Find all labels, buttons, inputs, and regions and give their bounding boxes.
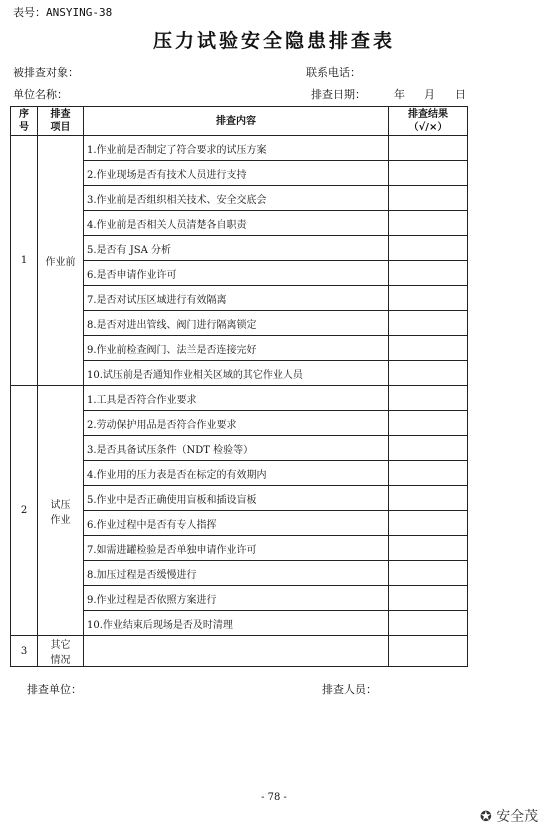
- result-cell[interactable]: [389, 361, 468, 386]
- check-item: 8.是否对进出管线、阀门进行隔离锁定: [84, 311, 389, 336]
- result-cell[interactable]: [389, 386, 468, 411]
- date-year: 年: [394, 88, 405, 101]
- header-result: 排查结果 （√/×）: [389, 107, 468, 136]
- check-item: [84, 636, 389, 667]
- section-number: 2: [11, 386, 38, 636]
- date-day: 日: [455, 88, 466, 101]
- check-item: 7.如需进罐检验是否单独申请作业许可: [84, 536, 389, 561]
- date-label: 排查日期：: [311, 88, 366, 101]
- result-cell[interactable]: [389, 411, 468, 436]
- date-month: 月: [424, 88, 435, 101]
- result-cell[interactable]: [389, 636, 468, 667]
- result-cell[interactable]: [389, 486, 468, 511]
- wechat-icon: ✪: [480, 809, 492, 825]
- result-cell[interactable]: [389, 436, 468, 461]
- header-content: 排查内容: [84, 107, 389, 136]
- section-number: 3: [11, 636, 38, 667]
- checklist-table: [10, 106, 468, 667]
- check-item: 8.加压过程是否缓慢进行: [84, 561, 389, 586]
- check-item: 5.作业中是否正确使用盲板和插设盲板: [84, 486, 389, 511]
- result-cell[interactable]: [389, 511, 468, 536]
- result-cell[interactable]: [389, 211, 468, 236]
- check-item: 7.是否对试压区域进行有效隔离: [84, 286, 389, 311]
- form-code: 表号：ANSYING-38: [13, 6, 113, 19]
- watermark: ✪ 安全茂: [480, 809, 539, 825]
- check-item: 1.工具是否符合作业要求: [84, 386, 389, 411]
- result-cell[interactable]: [389, 261, 468, 286]
- page-title: 压力试验安全隐患排查表: [152, 30, 395, 52]
- check-item: 4.作业前是否相关人员清楚各自职责: [84, 211, 389, 236]
- result-cell[interactable]: [389, 236, 468, 261]
- page-number: - 78 -: [261, 792, 287, 803]
- check-item: 5.是否有 JSA 分析: [84, 236, 389, 261]
- check-item: 6.是否申请作业许可: [84, 261, 389, 286]
- header-no: 序 号: [11, 107, 38, 136]
- check-unit-label: 排查单位：: [27, 683, 82, 696]
- section-name: 作业前: [38, 136, 84, 386]
- check-item: 3.是否具备试压条件（NDT 检验等）: [84, 436, 389, 461]
- check-item: 4.作业用的压力表是否在标定的有效期内: [84, 461, 389, 486]
- check-item: 2.劳动保护用品是否符合作业要求: [84, 411, 389, 436]
- result-cell[interactable]: [389, 336, 468, 361]
- check-item: 9.作业前检查阀门、法兰是否连接完好: [84, 336, 389, 361]
- phone-label: 联系电话：: [306, 66, 361, 79]
- table-header-row: [11, 107, 468, 136]
- result-cell[interactable]: [389, 136, 468, 161]
- result-cell[interactable]: [389, 161, 468, 186]
- result-cell[interactable]: [389, 286, 468, 311]
- result-cell[interactable]: [389, 186, 468, 211]
- check-item: 3.作业前是否组织相关技术、安全交底会: [84, 186, 389, 211]
- result-cell[interactable]: [389, 586, 468, 611]
- section-name: 试压 作业: [38, 386, 84, 636]
- check-item: 10.试压前是否通知作业相关区域的其它作业人员: [84, 361, 389, 386]
- result-cell[interactable]: [389, 611, 468, 636]
- check-item: 6.作业过程中是否有专人指挥: [84, 511, 389, 536]
- check-item: 9.作业过程是否依照方案进行: [84, 586, 389, 611]
- table-row: [11, 386, 468, 411]
- check-item: 10.作业结束后现场是否及时清理: [84, 611, 389, 636]
- result-cell[interactable]: [389, 461, 468, 486]
- check-item: 1.作业前是否制定了符合要求的试压方案: [84, 136, 389, 161]
- header-item: 排查 项目: [38, 107, 84, 136]
- table-row: [11, 636, 468, 667]
- subject-label: 被排查对象：: [13, 66, 79, 79]
- table-row: [11, 136, 468, 161]
- result-cell[interactable]: [389, 561, 468, 586]
- check-item: 2.作业现场是否有技术人员进行支持: [84, 161, 389, 186]
- checker-label: 排查人员：: [322, 683, 377, 696]
- result-cell[interactable]: [389, 536, 468, 561]
- result-cell[interactable]: [389, 311, 468, 336]
- section-number: 1: [11, 136, 38, 386]
- unit-label: 单位名称：: [13, 88, 68, 101]
- section-name: 其它 情况: [38, 636, 84, 667]
